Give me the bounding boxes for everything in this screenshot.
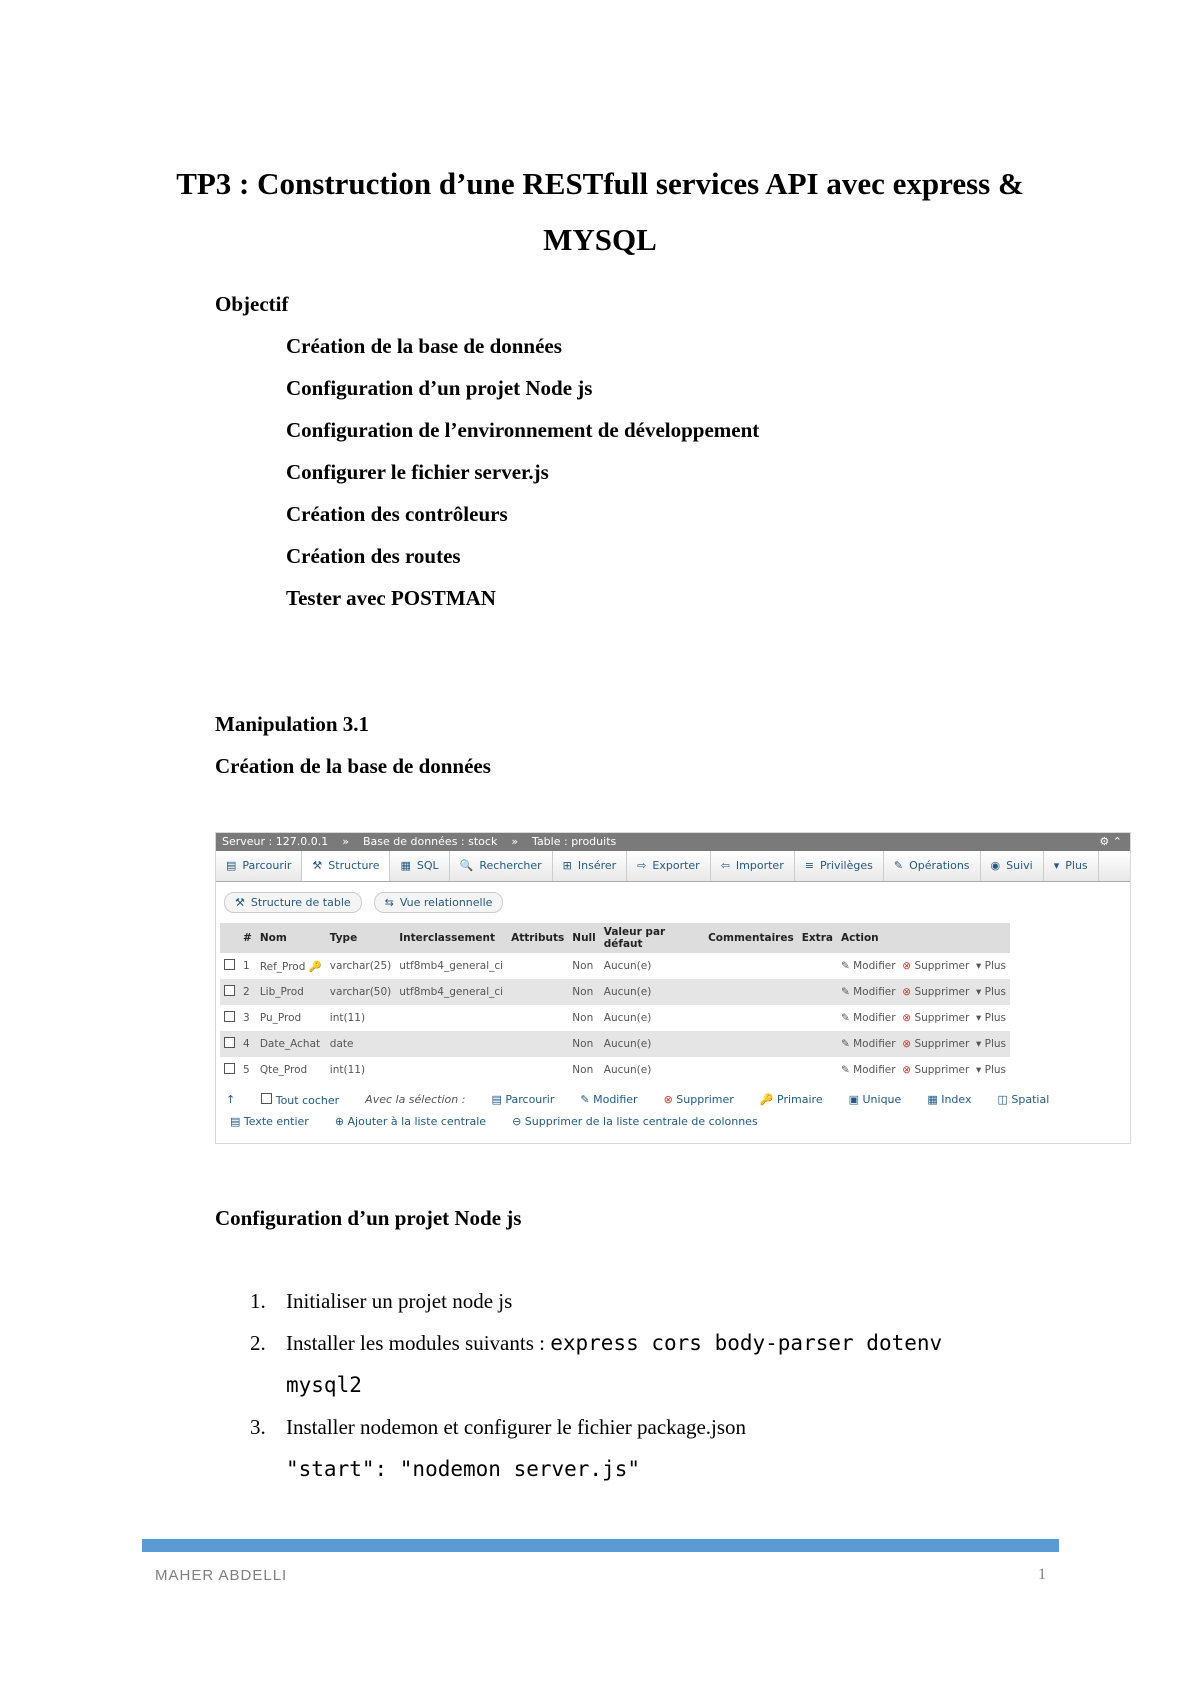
bulk-spatial-button[interactable]: ◫ Spatial bbox=[997, 1093, 1050, 1106]
table-row: 4 Date_Achat date Non Aucun(e) ✎ Modifier ⊗ Supprimer ▾ Plus bbox=[220, 1031, 1010, 1057]
structure-icon: ⚒ bbox=[235, 896, 245, 909]
objectif-item: Configurer le fichier server.js bbox=[286, 460, 549, 484]
bulk-unique-button[interactable]: ▣ Unique bbox=[848, 1093, 902, 1106]
objectif-item: Tester avec POSTMAN bbox=[286, 586, 496, 610]
table-row: 3 Pu_Prod int(11) Non Aucun(e) ✎ Modifier ⊗ Supprimer ▾ Plus bbox=[220, 1005, 1010, 1031]
more-link[interactable]: ▾ Plus bbox=[976, 1064, 1006, 1076]
fulltext-button[interactable]: ▤ Texte entier bbox=[230, 1115, 309, 1128]
tab-operations[interactable]: ✎ Opérations bbox=[884, 851, 981, 881]
pencil-icon: ✎ bbox=[840, 1064, 850, 1076]
tab-parcourir[interactable]: ▤ Parcourir bbox=[216, 851, 302, 881]
pencil-icon: ✎ bbox=[840, 986, 850, 998]
table-row: 1 Ref_Prod 🔑 varchar(25) utf8mb4_general_ci Non Aucun(e) ✎ Modifier ⊗ Supprimer ▾ Plus bbox=[220, 953, 1010, 979]
manipulation-subheading: Création de la base de données bbox=[215, 754, 491, 778]
bulk-browse-button[interactable]: ▤ Parcourir bbox=[491, 1093, 555, 1106]
insert-icon: ⊞ bbox=[562, 859, 572, 872]
breadcrumb-server[interactable]: Serveur : 127.0.0.1 bbox=[222, 835, 329, 848]
structure-icon: ⚒ bbox=[312, 859, 323, 872]
objectif-heading: Objectif bbox=[215, 292, 289, 316]
structure-table bbox=[220, 923, 1010, 1083]
list-item: 3. Installer nodemon et configurer le fichier package.json bbox=[250, 1415, 747, 1439]
key-icon: 🔑 bbox=[308, 960, 322, 973]
row-checkbox[interactable] bbox=[224, 959, 235, 970]
add-central-list-button[interactable]: ⊕ Ajouter à la liste centrale bbox=[334, 1115, 487, 1128]
arrow-up-icon: ↑ bbox=[226, 1093, 236, 1106]
table-header: # Nom Type Interclassement Attributs Null Valeur par défaut Commentaires Extra Action bbox=[220, 923, 1010, 953]
wrench-icon: ✎ bbox=[893, 859, 904, 872]
more-link[interactable]: ▾ Plus bbox=[976, 986, 1006, 998]
tab-structure[interactable]: ⚒ Structure bbox=[302, 851, 390, 881]
phpmyadmin-screenshot bbox=[215, 832, 1131, 1144]
row-checkbox[interactable] bbox=[224, 985, 235, 996]
pencil-icon: ✎ bbox=[840, 960, 850, 972]
import-icon: ⇦ bbox=[720, 859, 730, 872]
modify-link[interactable]: ✎ Modifier bbox=[840, 1038, 896, 1050]
chevron-down-icon: ▾ bbox=[1053, 859, 1060, 872]
pencil-icon: ✎ bbox=[840, 1038, 850, 1050]
with-selection-label: Avec la sélection : bbox=[365, 1093, 466, 1106]
more-link[interactable]: ▾ Plus bbox=[976, 960, 1006, 972]
delete-icon: ⊗ bbox=[902, 986, 912, 998]
doc-title-line1: TP3 : Construction d’une RESTfull services API avec express & bbox=[176, 166, 1024, 201]
more-link[interactable]: ▾ Plus bbox=[976, 1012, 1006, 1024]
export-icon: ⇨ bbox=[637, 859, 647, 872]
tab-rechercher[interactable]: 🔍 Rechercher bbox=[450, 851, 553, 881]
bulk-actions bbox=[216, 1083, 1130, 1107]
check-all[interactable]: Tout cocher bbox=[261, 1093, 339, 1107]
objectif-item: Création des contrôleurs bbox=[286, 502, 508, 526]
delete-icon: ⊗ bbox=[902, 1038, 912, 1050]
code-start-script: "start": "nodemon server.js" bbox=[286, 1457, 641, 1481]
list-item: 2. Installer les modules suivants : express cors body-parser dotenv bbox=[250, 1331, 943, 1355]
bulk-primary-button[interactable]: 🔑 Primaire bbox=[759, 1093, 823, 1106]
delete-icon: ⊗ bbox=[902, 1064, 912, 1076]
page-number: 1 bbox=[1038, 1566, 1046, 1583]
list-item: 1. Initialiser un projet node js bbox=[250, 1289, 513, 1313]
delete-link[interactable]: ⊗ Supprimer bbox=[902, 986, 970, 998]
modify-link[interactable]: ✎ Modifier bbox=[840, 986, 896, 998]
delete-icon: ⊗ bbox=[902, 1012, 912, 1024]
gear-icon[interactable]: ⚙ ⌃ bbox=[1099, 835, 1122, 848]
eye-icon: ◉ bbox=[990, 859, 1001, 872]
objectif-item: Création des routes bbox=[286, 544, 461, 568]
delete-icon: ⊗ bbox=[902, 960, 912, 972]
breadcrumb-table[interactable]: Table : produits bbox=[532, 835, 617, 848]
bulk-delete-button[interactable]: ⊗ Supprimer bbox=[663, 1093, 734, 1106]
objectif-item: Configuration d’un projet Node js bbox=[286, 376, 593, 400]
manipulation-heading: Manipulation 3.1 bbox=[215, 712, 370, 736]
objectif-item: Création de la base de données bbox=[286, 334, 562, 358]
config-heading: Configuration d’un projet Node js bbox=[215, 1206, 522, 1230]
more-link[interactable]: ▾ Plus bbox=[976, 1038, 1006, 1050]
code-modules: express cors body-parser dotenv bbox=[550, 1331, 943, 1355]
pencil-icon: ✎ bbox=[840, 1012, 850, 1024]
modify-link[interactable]: ✎ Modifier bbox=[840, 960, 896, 972]
delete-link[interactable]: ⊗ Supprimer bbox=[902, 1012, 970, 1024]
tab-importer[interactable]: ⇦ Importer bbox=[711, 851, 795, 881]
table-icon: ▤ bbox=[226, 859, 237, 872]
delete-link[interactable]: ⊗ Supprimer bbox=[902, 960, 970, 972]
delete-link[interactable]: ⊗ Supprimer bbox=[902, 1038, 970, 1050]
subtab-structure[interactable]: ⚒ Structure de table bbox=[224, 892, 362, 913]
table-row: 2 Lib_Prod varchar(50) utf8mb4_general_ci Non Aucun(e) ✎ Modifier ⊗ Supprimer ▾ Plus bbox=[220, 979, 1010, 1005]
footer-bar bbox=[142, 1539, 1059, 1552]
subtab-relational-view[interactable]: ⇆ Vue relationnelle bbox=[374, 892, 504, 913]
code-modules-cont: mysql2 bbox=[286, 1373, 362, 1397]
row-checkbox[interactable] bbox=[224, 1011, 235, 1022]
tab-plus[interactable]: ▾ Plus bbox=[1044, 851, 1099, 881]
row-checkbox[interactable] bbox=[224, 1063, 235, 1074]
doc-title-line2: MYSQL bbox=[543, 222, 657, 257]
modify-link[interactable]: ✎ Modifier bbox=[840, 1064, 896, 1076]
tab-bar bbox=[216, 851, 1130, 882]
modify-link[interactable]: ✎ Modifier bbox=[840, 1012, 896, 1024]
footer-author: MAHER ABDELLI bbox=[155, 1567, 288, 1584]
tab-inserer[interactable]: ⊞ Insérer bbox=[553, 851, 628, 881]
sql-icon: ▦ bbox=[400, 859, 411, 872]
breadcrumb-database[interactable]: Base de données : stock bbox=[362, 835, 498, 848]
search-icon: 🔍 bbox=[459, 859, 474, 872]
breadcrumb: Serveur : 127.0.0.1 » Base de données : stock » Table : produits ⚙ ⌃ bbox=[216, 833, 1130, 851]
table-row: 5 Qte_Prod int(11) Non Aucun(e) ✎ Modifier ⊗ Supprimer ▾ Plus bbox=[220, 1057, 1010, 1083]
remove-central-list-button[interactable]: ⊖ Supprimer de la liste centrale de colonnes bbox=[512, 1115, 758, 1128]
privileges-icon: ≡ bbox=[804, 859, 814, 872]
tab-sql[interactable]: ▦ SQL bbox=[390, 851, 449, 881]
relation-icon: ⇆ bbox=[384, 896, 394, 909]
tab-privileges[interactable]: ≡ Privilèges bbox=[795, 851, 884, 881]
objectif-item: Configuration de l’environnement de développement bbox=[286, 418, 760, 442]
bulk-actions-2 bbox=[216, 1107, 1130, 1128]
delete-link[interactable]: ⊗ Supprimer bbox=[902, 1064, 970, 1076]
bulk-index-button[interactable]: ▦ Index bbox=[927, 1093, 972, 1106]
tab-exporter[interactable]: ⇨ Exporter bbox=[627, 851, 711, 881]
bulk-modify-button[interactable]: ✎ Modifier bbox=[580, 1093, 638, 1106]
row-checkbox[interactable] bbox=[224, 1037, 235, 1048]
tab-suivi[interactable]: ◉ Suivi bbox=[981, 851, 1044, 881]
